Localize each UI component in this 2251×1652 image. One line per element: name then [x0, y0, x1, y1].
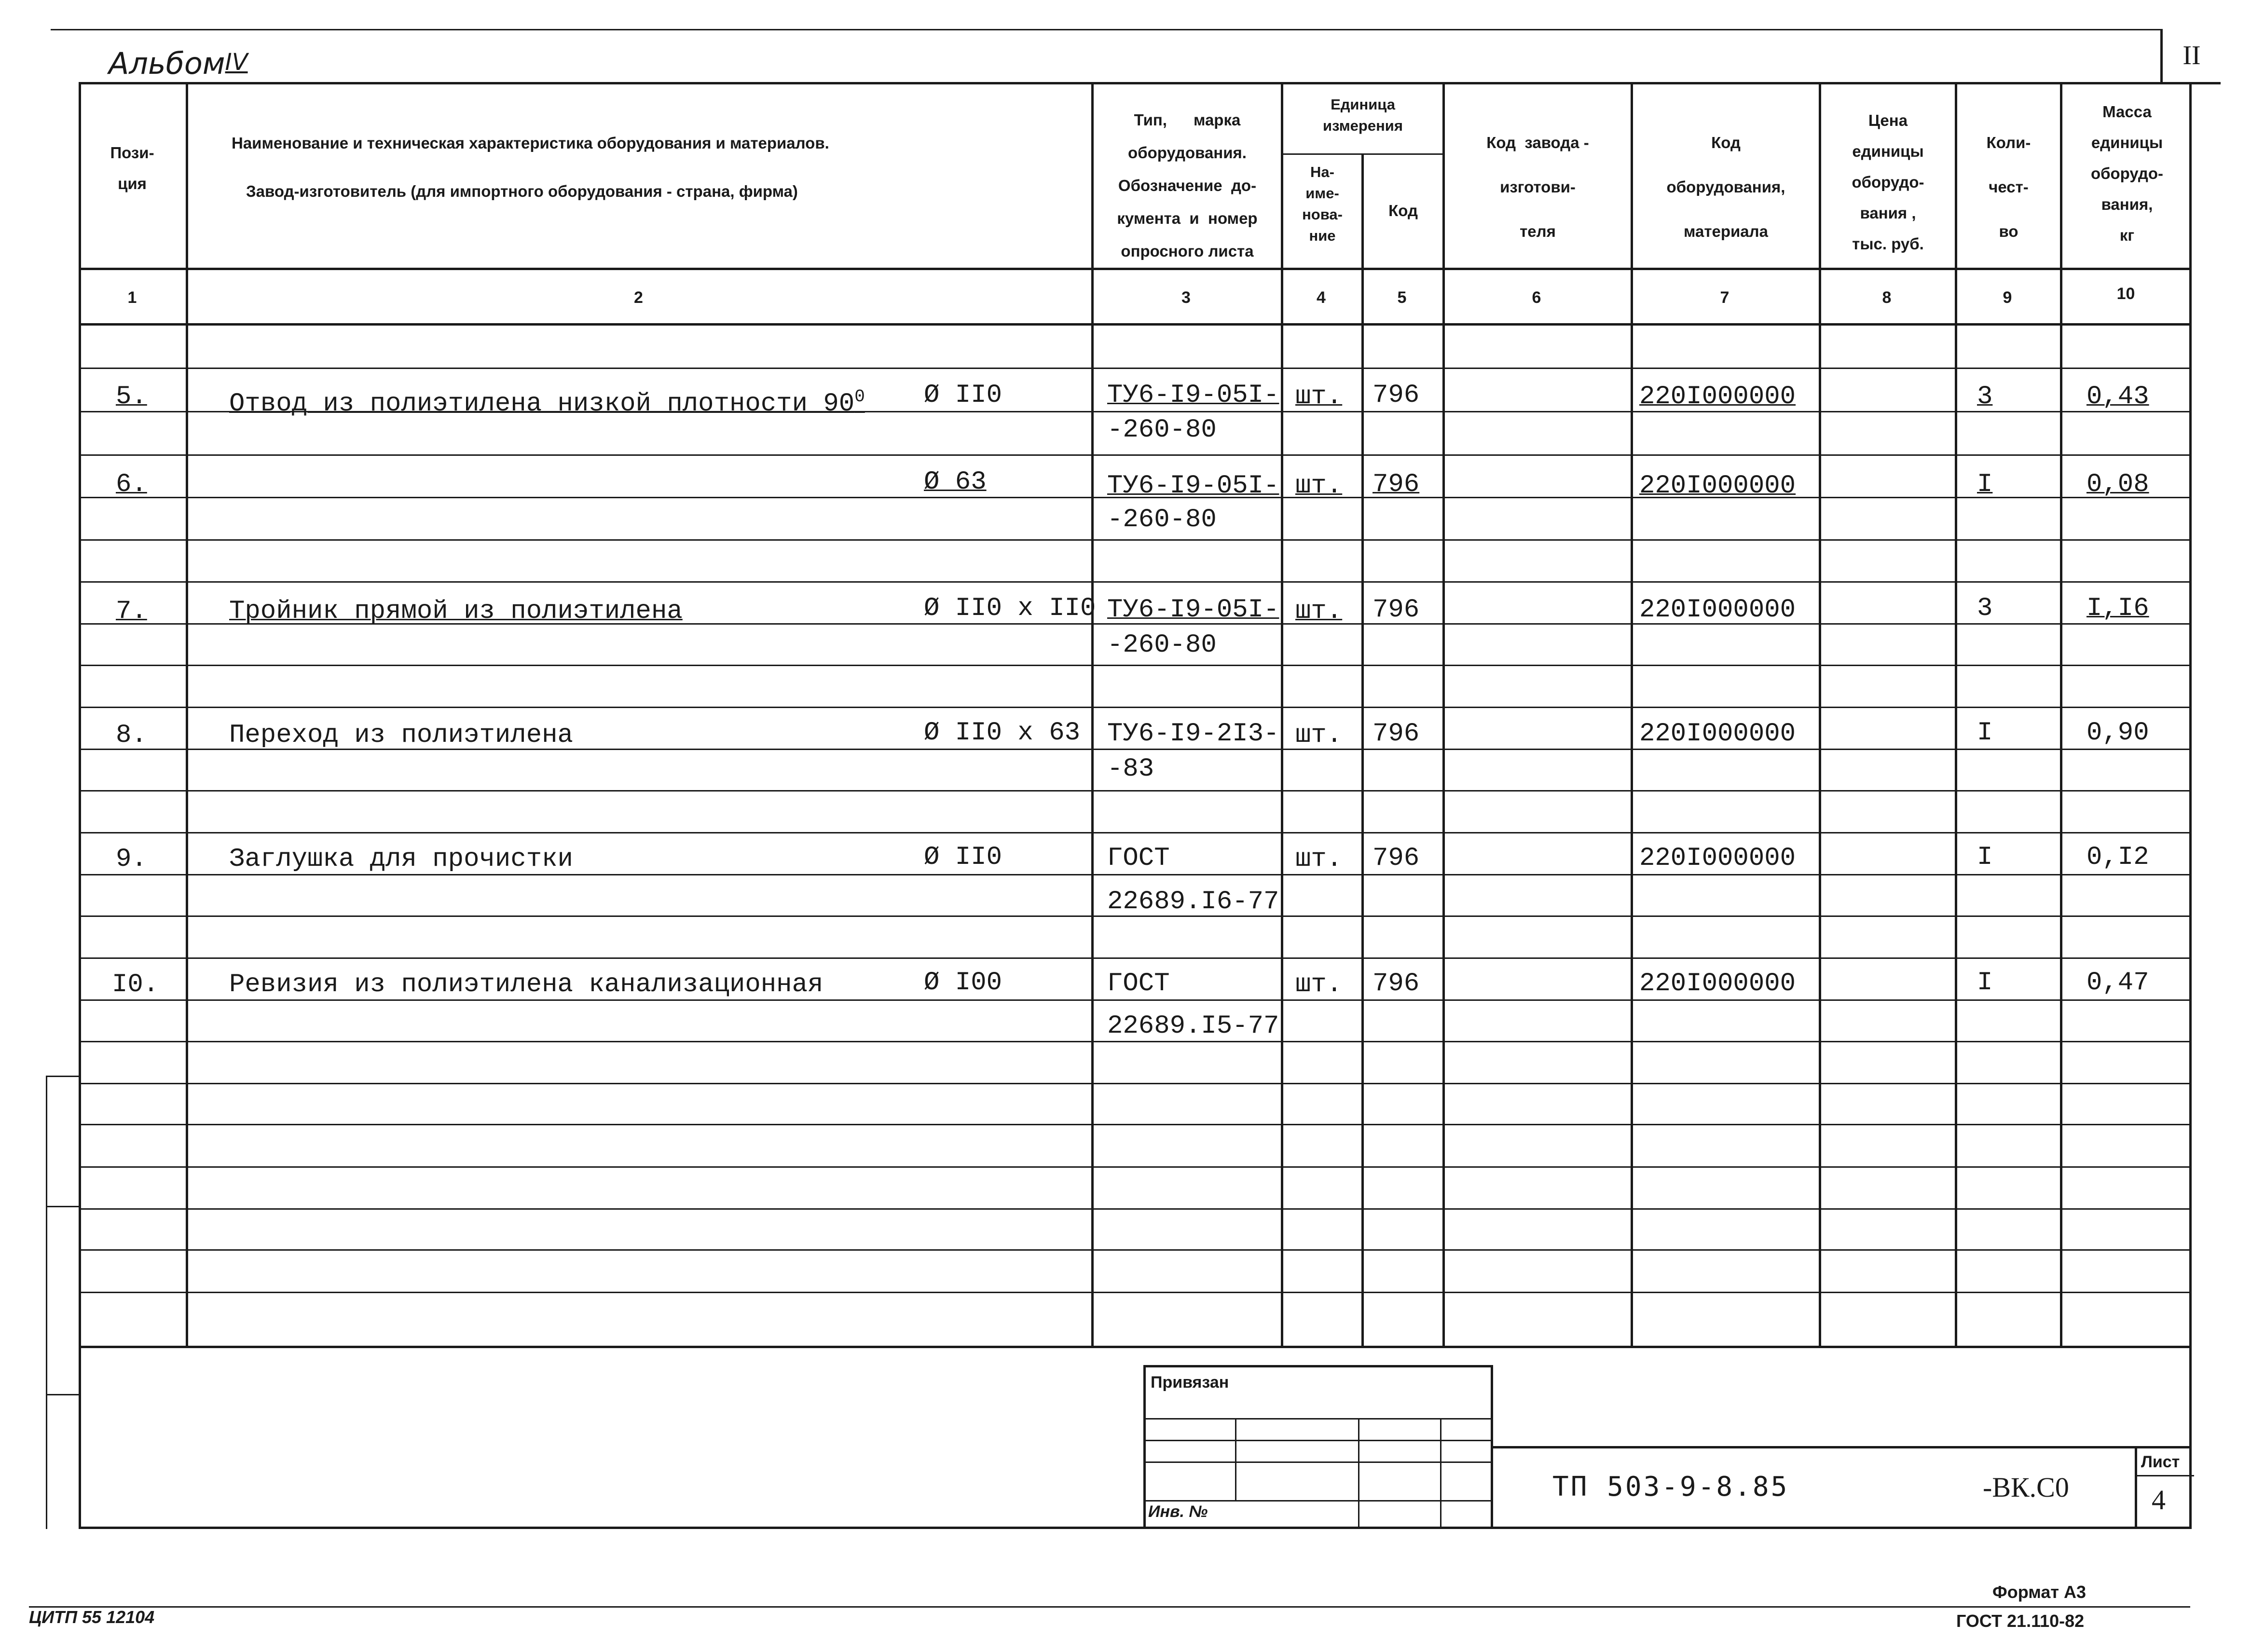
row-position: 8. [116, 721, 147, 750]
row-doc-line2: -83 [1107, 754, 1154, 784]
footer-gost: ГОСТ 21.110-82 [1956, 1611, 2085, 1631]
stamp-col [1358, 1418, 1359, 1529]
row-unit: шт. [1295, 471, 1343, 501]
row-line [79, 1124, 2192, 1125]
header-quantity: Коли- чест- во [1986, 134, 2031, 240]
colnum-4: 4 [1317, 288, 1326, 307]
row-line [79, 790, 2192, 792]
row-unit-code: 796 [1373, 470, 1420, 499]
stamp-col [1440, 1418, 1441, 1529]
header-unit-code: Код [1388, 202, 1418, 219]
row-material-code: 220I000000 [1639, 844, 1796, 873]
colnum-7: 7 [1720, 288, 1729, 307]
row-dimension: Ø II0 [924, 843, 1002, 872]
row-name [229, 382, 865, 419]
row-name: Переход из полиэтилена [229, 721, 573, 750]
col-line-9 [2060, 82, 2062, 1348]
header-unit-name: На- име- нова- ние [1302, 164, 1343, 244]
row-mass: I,I6 [2086, 594, 2149, 623]
row-doc-line2: -260-80 [1107, 415, 1217, 445]
row-line [79, 1166, 2192, 1168]
left-margin-tick [46, 1076, 80, 1077]
row-doc-line2: 22689.I6-77 [1107, 887, 1279, 916]
row-dimension: Ø II0 x 63 [924, 718, 1081, 748]
row-name-text: Отвод из полиэтилена низкой плотности [229, 389, 808, 419]
row-position: I0. [112, 970, 159, 999]
stamp-col [1235, 1418, 1236, 1500]
binding-label: Привязан [1151, 1373, 1229, 1392]
col-line-2 [1091, 82, 1094, 1348]
left-margin-line [46, 1076, 47, 1529]
row-line [79, 707, 2192, 708]
row-mass: 0,I2 [2086, 843, 2149, 872]
header-position: Пози- ция [110, 144, 154, 192]
row-line [79, 581, 2192, 583]
row-mass: 0,90 [2086, 718, 2149, 748]
unit-sub-divider [1281, 153, 1445, 155]
row-doc-line1: ТУ6-I9-2I3- [1107, 719, 1279, 749]
row-material-code: 220I000000 [1639, 595, 1796, 625]
row-material-code: 220I000000 [1639, 382, 1796, 411]
sheet-number: 4 [2152, 1484, 2166, 1515]
header-factory-code: Код завода - изготови- теля [1486, 134, 1589, 240]
row-unit-code: 796 [1373, 719, 1420, 749]
row-doc-line2: -260-80 [1107, 505, 1217, 534]
colnum-2: 2 [634, 288, 643, 307]
col-line-8 [1955, 82, 1957, 1348]
row-quantity: 3 [1977, 594, 1993, 623]
header-unit: Единица измерения [1323, 96, 1403, 134]
album-number: IV [225, 49, 248, 76]
row-unit: шт. [1295, 970, 1343, 999]
row-unit-code: 796 [1373, 844, 1420, 873]
row-line [79, 368, 2192, 369]
row-line [79, 832, 2192, 833]
sheet-label: Лист [2141, 1453, 2180, 1471]
row-material-code: 220I000000 [1639, 969, 1796, 998]
row-quantity: 3 [1977, 382, 1993, 411]
header-mass: Масса единицы оборудо- вания, кг [2090, 103, 2164, 244]
col-line-4 [1361, 153, 1364, 1348]
row-mass: 0,47 [2086, 968, 2149, 997]
row-doc-line2: 22689.I5-77 [1107, 1011, 1279, 1041]
row-position: 7. [116, 597, 147, 626]
row-line [79, 999, 2192, 1001]
row-line [79, 454, 2192, 456]
header-price: Цена единицы оборудо- вания , тыс. руб. [1852, 111, 1924, 253]
row-unit-code: 796 [1373, 969, 1420, 998]
sheet-corner-box [2160, 29, 2221, 84]
footer-format: Формат А3 [1992, 1582, 2086, 1602]
header-name-line1: Наименование и техническая характеристика оборудования и материалов. [232, 134, 829, 152]
col-line-7 [1819, 82, 1821, 1348]
row-doc-line2: -260-80 [1107, 630, 1217, 660]
row-material-code: 220I000000 [1639, 719, 1796, 749]
row-line [79, 539, 2192, 541]
row-line [79, 1292, 2192, 1293]
row-quantity: I [1977, 718, 1993, 748]
row-doc-line1: ТУ6-I9-05I- [1107, 471, 1279, 501]
colnum-8: 8 [1882, 288, 1892, 307]
row-position: 5. [116, 382, 147, 411]
row-line [79, 1083, 2192, 1084]
row-unit: шт. [1295, 721, 1343, 750]
row-quantity: I [1977, 843, 1993, 872]
top-rule [51, 29, 2161, 30]
row-doc-line1: ГОСТ [1107, 969, 1170, 998]
row-dimension: Ø II0 x II0 [924, 594, 1096, 623]
header-name-line2: Завод-изготовитель (для импортного оборудования - страна, фирма) [246, 182, 798, 200]
sheet-corner-number: II [2182, 41, 2201, 70]
document-suffix: -ВК.С0 [1983, 1472, 2069, 1503]
row-line [79, 1249, 2192, 1251]
row-line [79, 1041, 2192, 1042]
row-dimension: Ø I00 [924, 968, 1002, 997]
row-mass: 0,43 [2086, 382, 2149, 411]
title-block-divider [1493, 1446, 2192, 1448]
header-divider [79, 268, 2192, 270]
colnum-10: 10 [2116, 285, 2135, 303]
header-type: Тип, марка оборудования. Обозначение до- кумента и номер опросного листа [1117, 111, 1258, 260]
row-name: Ревизия из полиэтилена канализационная [229, 970, 824, 999]
sheet-box [2135, 1446, 2192, 1529]
row-quantity: I [1977, 470, 1993, 499]
row-line [79, 957, 2192, 959]
left-margin-tick [46, 1394, 80, 1395]
row-position: 6. [116, 470, 147, 499]
album-label [109, 46, 248, 81]
col-line-5 [1442, 82, 1445, 1348]
row-mass: 0,08 [2086, 470, 2149, 499]
album-label-text: Альбом [109, 46, 225, 81]
row-name: Заглушка для прочистки [229, 845, 573, 874]
row-position: 9. [116, 845, 147, 874]
header-material-code: Код оборудования, материала [1666, 134, 1785, 240]
row-line [79, 874, 2192, 875]
colnum-6: 6 [1532, 288, 1541, 307]
col-line-1 [186, 82, 188, 1348]
row-line [79, 665, 2192, 666]
left-margin-tick [46, 1206, 80, 1207]
row-unit-code: 796 [1373, 381, 1420, 410]
colnum-3: 3 [1181, 288, 1191, 307]
table-body-end [79, 1346, 2192, 1348]
row-line [79, 1208, 2192, 1210]
sheet-box-line [2137, 1475, 2194, 1476]
row-material-code: 220I000000 [1639, 471, 1796, 501]
row-unit: шт. [1295, 382, 1343, 411]
colnum-5: 5 [1397, 288, 1407, 307]
row-dimension: Ø 63 [924, 467, 987, 497]
footer-org-code: ЦИТП 55 12104 [29, 1607, 155, 1627]
row-unit: шт. [1295, 845, 1343, 874]
row-doc-line1: ТУ6-I9-05I- [1107, 381, 1279, 410]
col-line-6 [1631, 82, 1633, 1348]
colnum-9: 9 [2003, 288, 2012, 307]
row-doc-line1: ТУ6-I9-05I- [1107, 595, 1279, 625]
row-quantity: I [1977, 968, 1993, 997]
inventory-number-label: Инв. № [1148, 1502, 1208, 1521]
column-number-divider [79, 323, 2192, 326]
row-angle: 90 [823, 389, 855, 419]
row-unit: шт. [1295, 597, 1343, 626]
row-unit-code: 796 [1373, 595, 1420, 625]
row-name: Тройник прямой из полиэтилена [229, 597, 683, 626]
project-code: ТП 503-9-8.85 [1552, 1471, 1789, 1502]
row-angle-degree: 0 [854, 387, 865, 407]
row-dimension: Ø II0 [924, 381, 1002, 410]
colnum-1: 1 [127, 288, 137, 307]
row-doc-line1: ГОСТ [1107, 844, 1170, 873]
col-line-3 [1281, 82, 1283, 1348]
footer-rule [29, 1606, 2190, 1608]
